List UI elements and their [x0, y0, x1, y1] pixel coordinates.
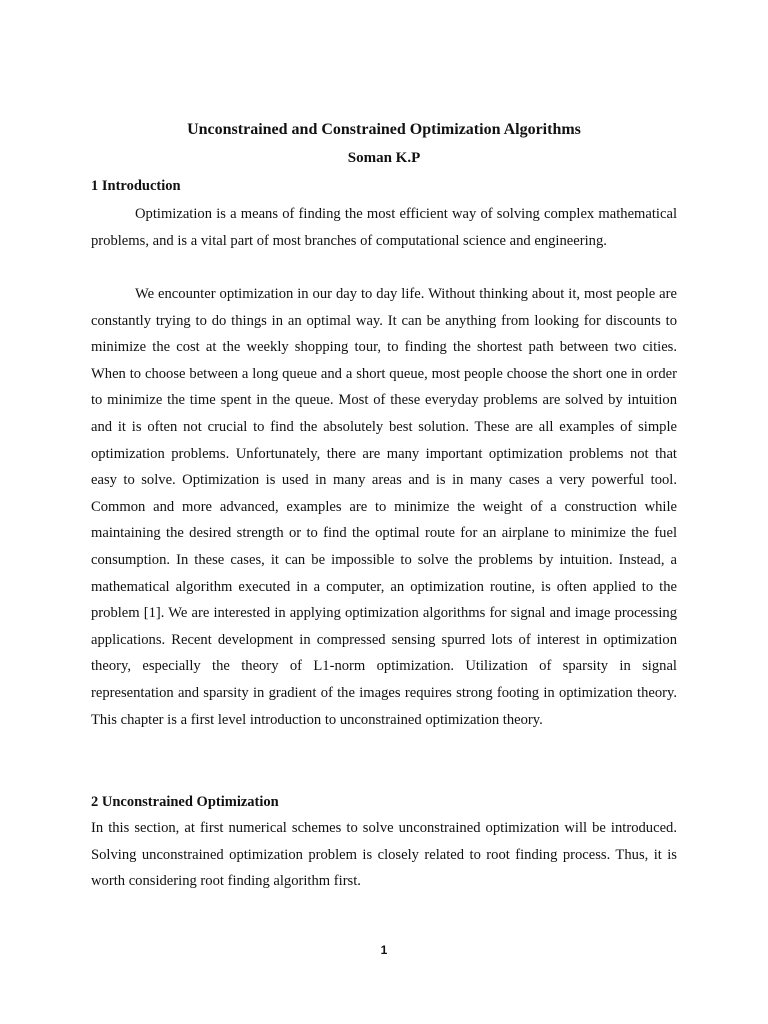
paragraph-introduction-2: We encounter optimization in our day to day life. Without thinking about it, most people are constantly trying to do things in an optimal way. It can be anything from looking for discounts to minimize the cost at the weekly shopping tour, to finding the shortest path between two cities. When to choose between a long queue and a short queue, most people choose the short one in order to minimize the time spent in the queue. Most of these everyday problems are solved by intuition and it is often not crucial to find the absolutely best solution. These are all examples of simple optimization problems. Unfortunately, there are many important optimization problems not that easy to solve. Optimization is used in many areas and is in many cases a very powerful tool. Common and more advanced, examples are to minimize the weight of a construction while maintaining the desired strength or to find the optimal route for an airplane to minimize the fuel consumption. In these cases, it can be impossible to solve the problems by intuition. Instead, a mathematical algorithm executed in a computer, an optimization routine, is often applied to the problem [1]. We are interested in applying optimization algorithms for signal and image processing applications. Recent development in compressed sensing spurred lots of interest in optimization theory, especially the theory of L1-norm optimization. Utilization of sparsity in signal representation and sparsity in gradient of the images requires strong footing in optimization theory. This chapter is a first level introduction to unconstrained optimization theory. [91, 286, 677, 728]
author-name: Soman K.P [347, 150, 421, 166]
paragraph-unconstrained-optimization-1: In this section, at first numerical schemes to solve unconstrained optimization will be introduced. Solving unconstrained optimization problem is closely related to root finding process. Thus, it is worth considering root finding algorithm first. [91, 820, 677, 890]
section-heading-introduction: 1 Introduction [91, 178, 181, 194]
document-title: Unconstrained and Constrained Optimization Algorithms [187, 121, 581, 138]
section-heading-unconstrained-optimization: 2 Unconstrained Optimization [91, 794, 279, 810]
paragraph-introduction-1: Optimization is a means of finding the most efficient way of solving complex mathematical problems, and is a vital part of most branches of computational science and engineering. [91, 206, 677, 249]
page-number: 1 [380, 943, 388, 957]
